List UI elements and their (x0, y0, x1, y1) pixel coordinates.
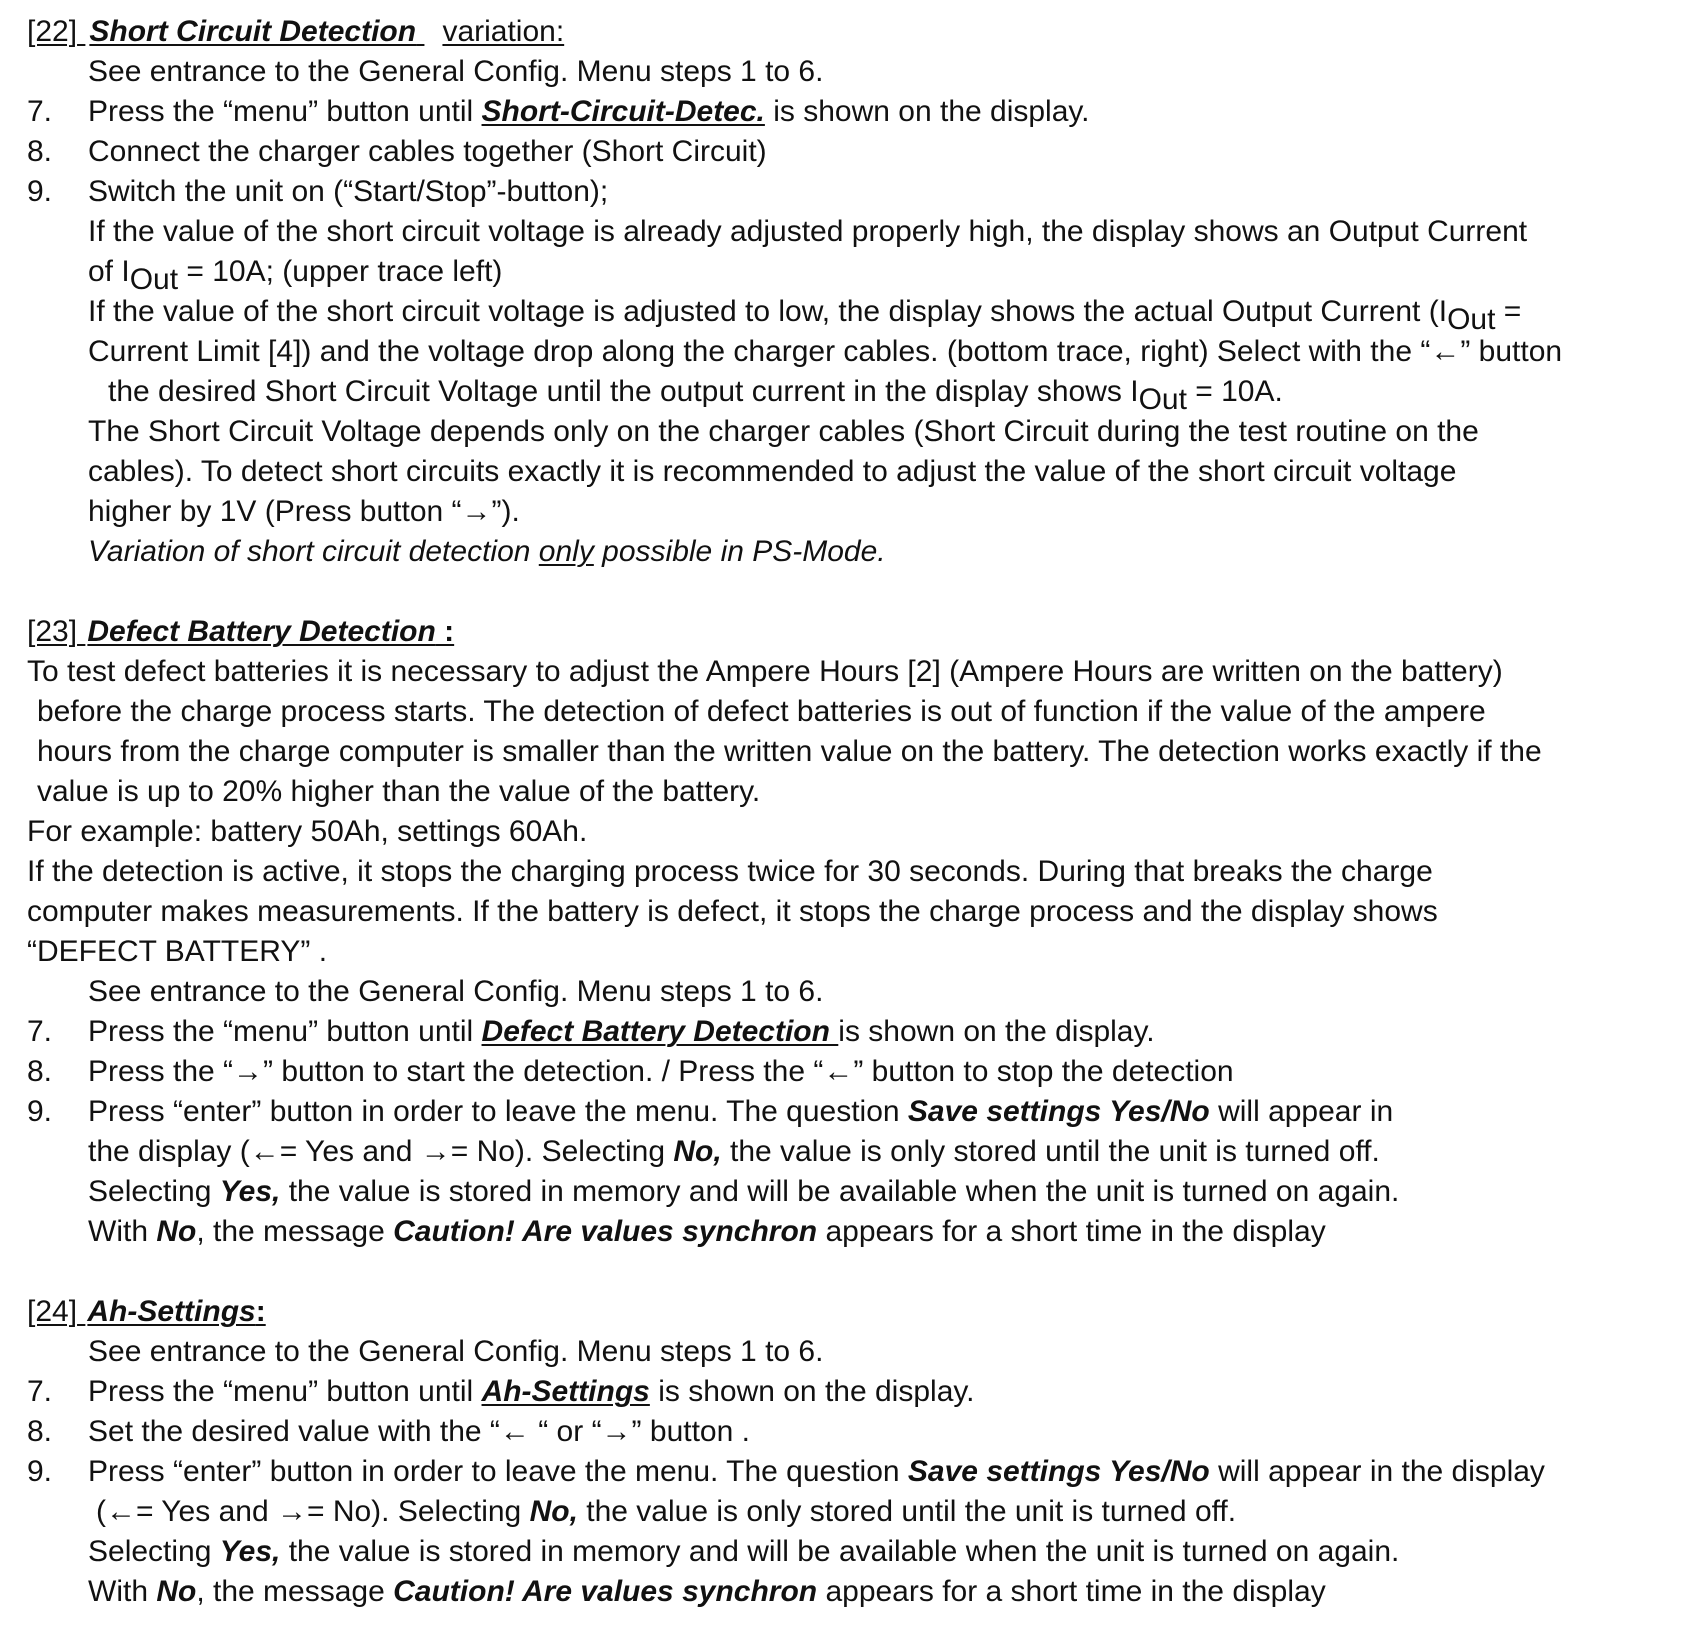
s23-para1-line4: value is up to 20% higher than the value of the battery. (37, 775, 761, 808)
s23-para2: For example: battery 50Ah, settings 60Ah. (27, 815, 588, 848)
s22-para2-line2: Current Limit [4]) and the voltage drop along the charger cables. (bottom trace, right) Select with the “←” button (88, 335, 1563, 368)
s22-para1-line1: If the value of the short circuit voltage is already adjusted properly high, the display shows an Output Current (88, 215, 1528, 248)
s23-step-7: 7. Press the “menu” button until Defect Battery Detection is shown on the display. (27, 1015, 1155, 1048)
s24-entrance: See entrance to the General Config. Menu steps 1 to 6. (88, 1335, 824, 1368)
s22-step-7: 7. Press the “menu” button until Short-Circuit-Detec. is shown on the display. (27, 95, 1090, 128)
s23-step-9-line3: Selecting Yes, the value is stored in memory and will be available when the unit is turned on again. (88, 1175, 1400, 1208)
s23-step-8: 8. Press the “→” button to start the detection. / Press the “←” button to stop the detection (27, 1055, 1234, 1088)
s24-step-9-line3: Selecting Yes, the value is stored in memory and will be available when the unit is turned on again. (88, 1535, 1400, 1568)
s22-para2-line3: the desired Short Circuit Voltage until the output current in the display shows IOut = 10A. (108, 375, 1283, 416)
s23-para1-line1: To test defect batteries it is necessary to adjust the Ampere Hours [2] (Ampere Hours are written on the battery) (27, 655, 1503, 688)
s24-step-9: 9. Press “enter” button in order to leave the menu. The question Save settings Yes/No will appear in the display (27, 1455, 1545, 1488)
section-23-heading: [23] Defect Battery Detection : (27, 615, 455, 648)
s23-para1-line2: before the charge process starts. The detection of defect batteries is out of function if the value of the ampere (37, 695, 1486, 728)
s22-para2-line1: If the value of the short circuit voltage is adjusted to low, the display shows the actual Output Current (IOut = (88, 295, 1522, 336)
s22-para3-line3: higher by 1V (Press button “→”). (88, 495, 520, 528)
s24-step-9-line4: With No, the message Caution! Are values synchron appears for a short time in the display (88, 1575, 1326, 1608)
s24-step-7: 7. Press the “menu” button until Ah-Settings is shown on the display. (27, 1375, 975, 1408)
s23-para3-line2: computer makes measurements. If the battery is defect, it stops the charge process and the display shows (27, 895, 1438, 928)
s22-para3-line1: The Short Circuit Voltage depends only on the charger cables (Short Circuit during the test routine on the (88, 415, 1479, 448)
s23-step-9-line4: With No, the message Caution! Are values synchron appears for a short time in the display (88, 1215, 1326, 1248)
s22-para1-line2: of IOut = 10A; (upper trace left) (88, 255, 503, 296)
s23-para3-line1: If the detection is active, it stops the charging process twice for 30 seconds. During that breaks the charge (27, 855, 1433, 888)
section-22-heading: [22] Short Circuit Detection variation: (27, 15, 565, 48)
section-24-heading: [24] Ah-Settings: (27, 1295, 266, 1328)
s22-note: Variation of short circuit detection only possible in PS-Mode. (88, 535, 886, 568)
s22-entrance: See entrance to the General Config. Menu steps 1 to 6. (88, 55, 824, 88)
s22-step-9: 9. Switch the unit on (“Start/Stop”-button); (27, 175, 609, 208)
s22-step-8: 8. Connect the charger cables together (Short Circuit) (27, 135, 767, 168)
s23-entrance: See entrance to the General Config. Menu steps 1 to 6. (88, 975, 824, 1008)
s23-para1-line3: hours from the charge computer is smaller than the written value on the battery. The detection works exactly if the (37, 735, 1542, 768)
s23-para3-line3: “DEFECT BATTERY” . (27, 935, 328, 968)
s24-step-9-line2: (←= Yes and →= No). Selecting No, the value is only stored until the unit is turned off. (96, 1495, 1237, 1528)
s24-step-8: 8. Set the desired value with the “← “ or “→” button . (27, 1415, 750, 1448)
s23-step-9-line2: the display (←= Yes and →= No). Selecting No, the value is only stored until the unit is turned off. (88, 1135, 1380, 1168)
s23-step-9: 9. Press “enter” button in order to leave the menu. The question Save settings Yes/No will appear in (27, 1095, 1394, 1128)
s22-para3-line2: cables). To detect short circuits exactly it is recommended to adjust the value of the short circuit voltage (88, 455, 1457, 488)
